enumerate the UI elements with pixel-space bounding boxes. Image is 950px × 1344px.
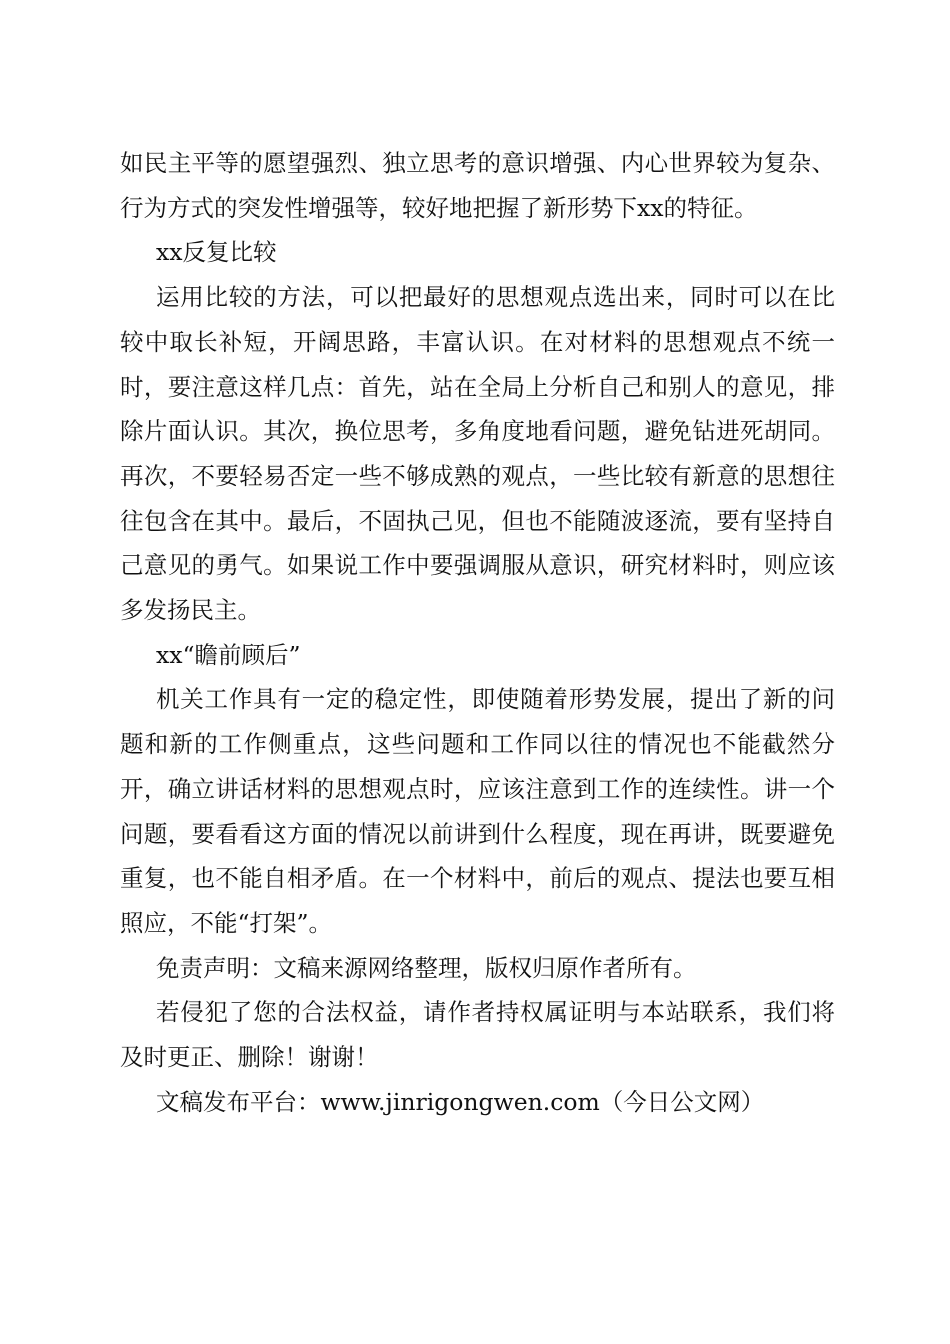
paragraph-look-ahead: 机关工作具有一定的稳定性，即使随着形势发展，提出了新的问题和新的工作侧重点，这些问题和工作同以往的情况也不能截然分开，确立讲话材料的思想观点时，应该注意到工作的连续性。讲一个问题，要看看这方面的情况以前讲到什么程度，现在再讲，既要避免重复，也不能自相矛盾。在一个材料中，前后的观点、提法也要互相照应，不能“打架”。 xyxy=(120,685,835,937)
document-body xyxy=(120,141,835,1124)
section-heading-compare: xx反复比较 xyxy=(156,238,277,267)
paragraph-continuation: 如民主平等的愿望强烈、独立思考的意识增强、内心世界较为复杂、行为方式的突发性增强等，较好地把握了新形势下xx的特征。 xyxy=(120,149,835,222)
source-platform: 文稿发布平台：www.jinrigongwen.com（今日公文网） xyxy=(156,1087,765,1116)
section-heading-look-ahead: xx“瞻前顾后” xyxy=(156,640,301,669)
paragraph-compare: 运用比较的方法，可以把最好的思想观点选出来，同时可以在比较中取长补短，开阔思路，丰富认识。在对材料的思想观点不统一时，要注意这样几点：首先，站在全局上分析自己和别人的意见，排除片面认识。其次，换位思考，多角度地看问题，避免钻进死胡同。再次，不要轻易否定一些不够成熟的观点，一些比较有新意的思想往往包含在其中。最后，不固执己见，但也不能随波逐流，要有坚持自己意见的勇气。如果说工作中要强调服从意识，研究材料时，则应该多发扬民主。 xyxy=(120,283,835,625)
disclaimer-contact: 若侵犯了您的合法权益，请作者持权属证明与本站联系，我们将及时更正、删除！谢谢！ xyxy=(120,998,835,1072)
disclaimer-line: 免责声明：文稿来源网络整理，版权归原作者所有。 xyxy=(156,953,697,982)
